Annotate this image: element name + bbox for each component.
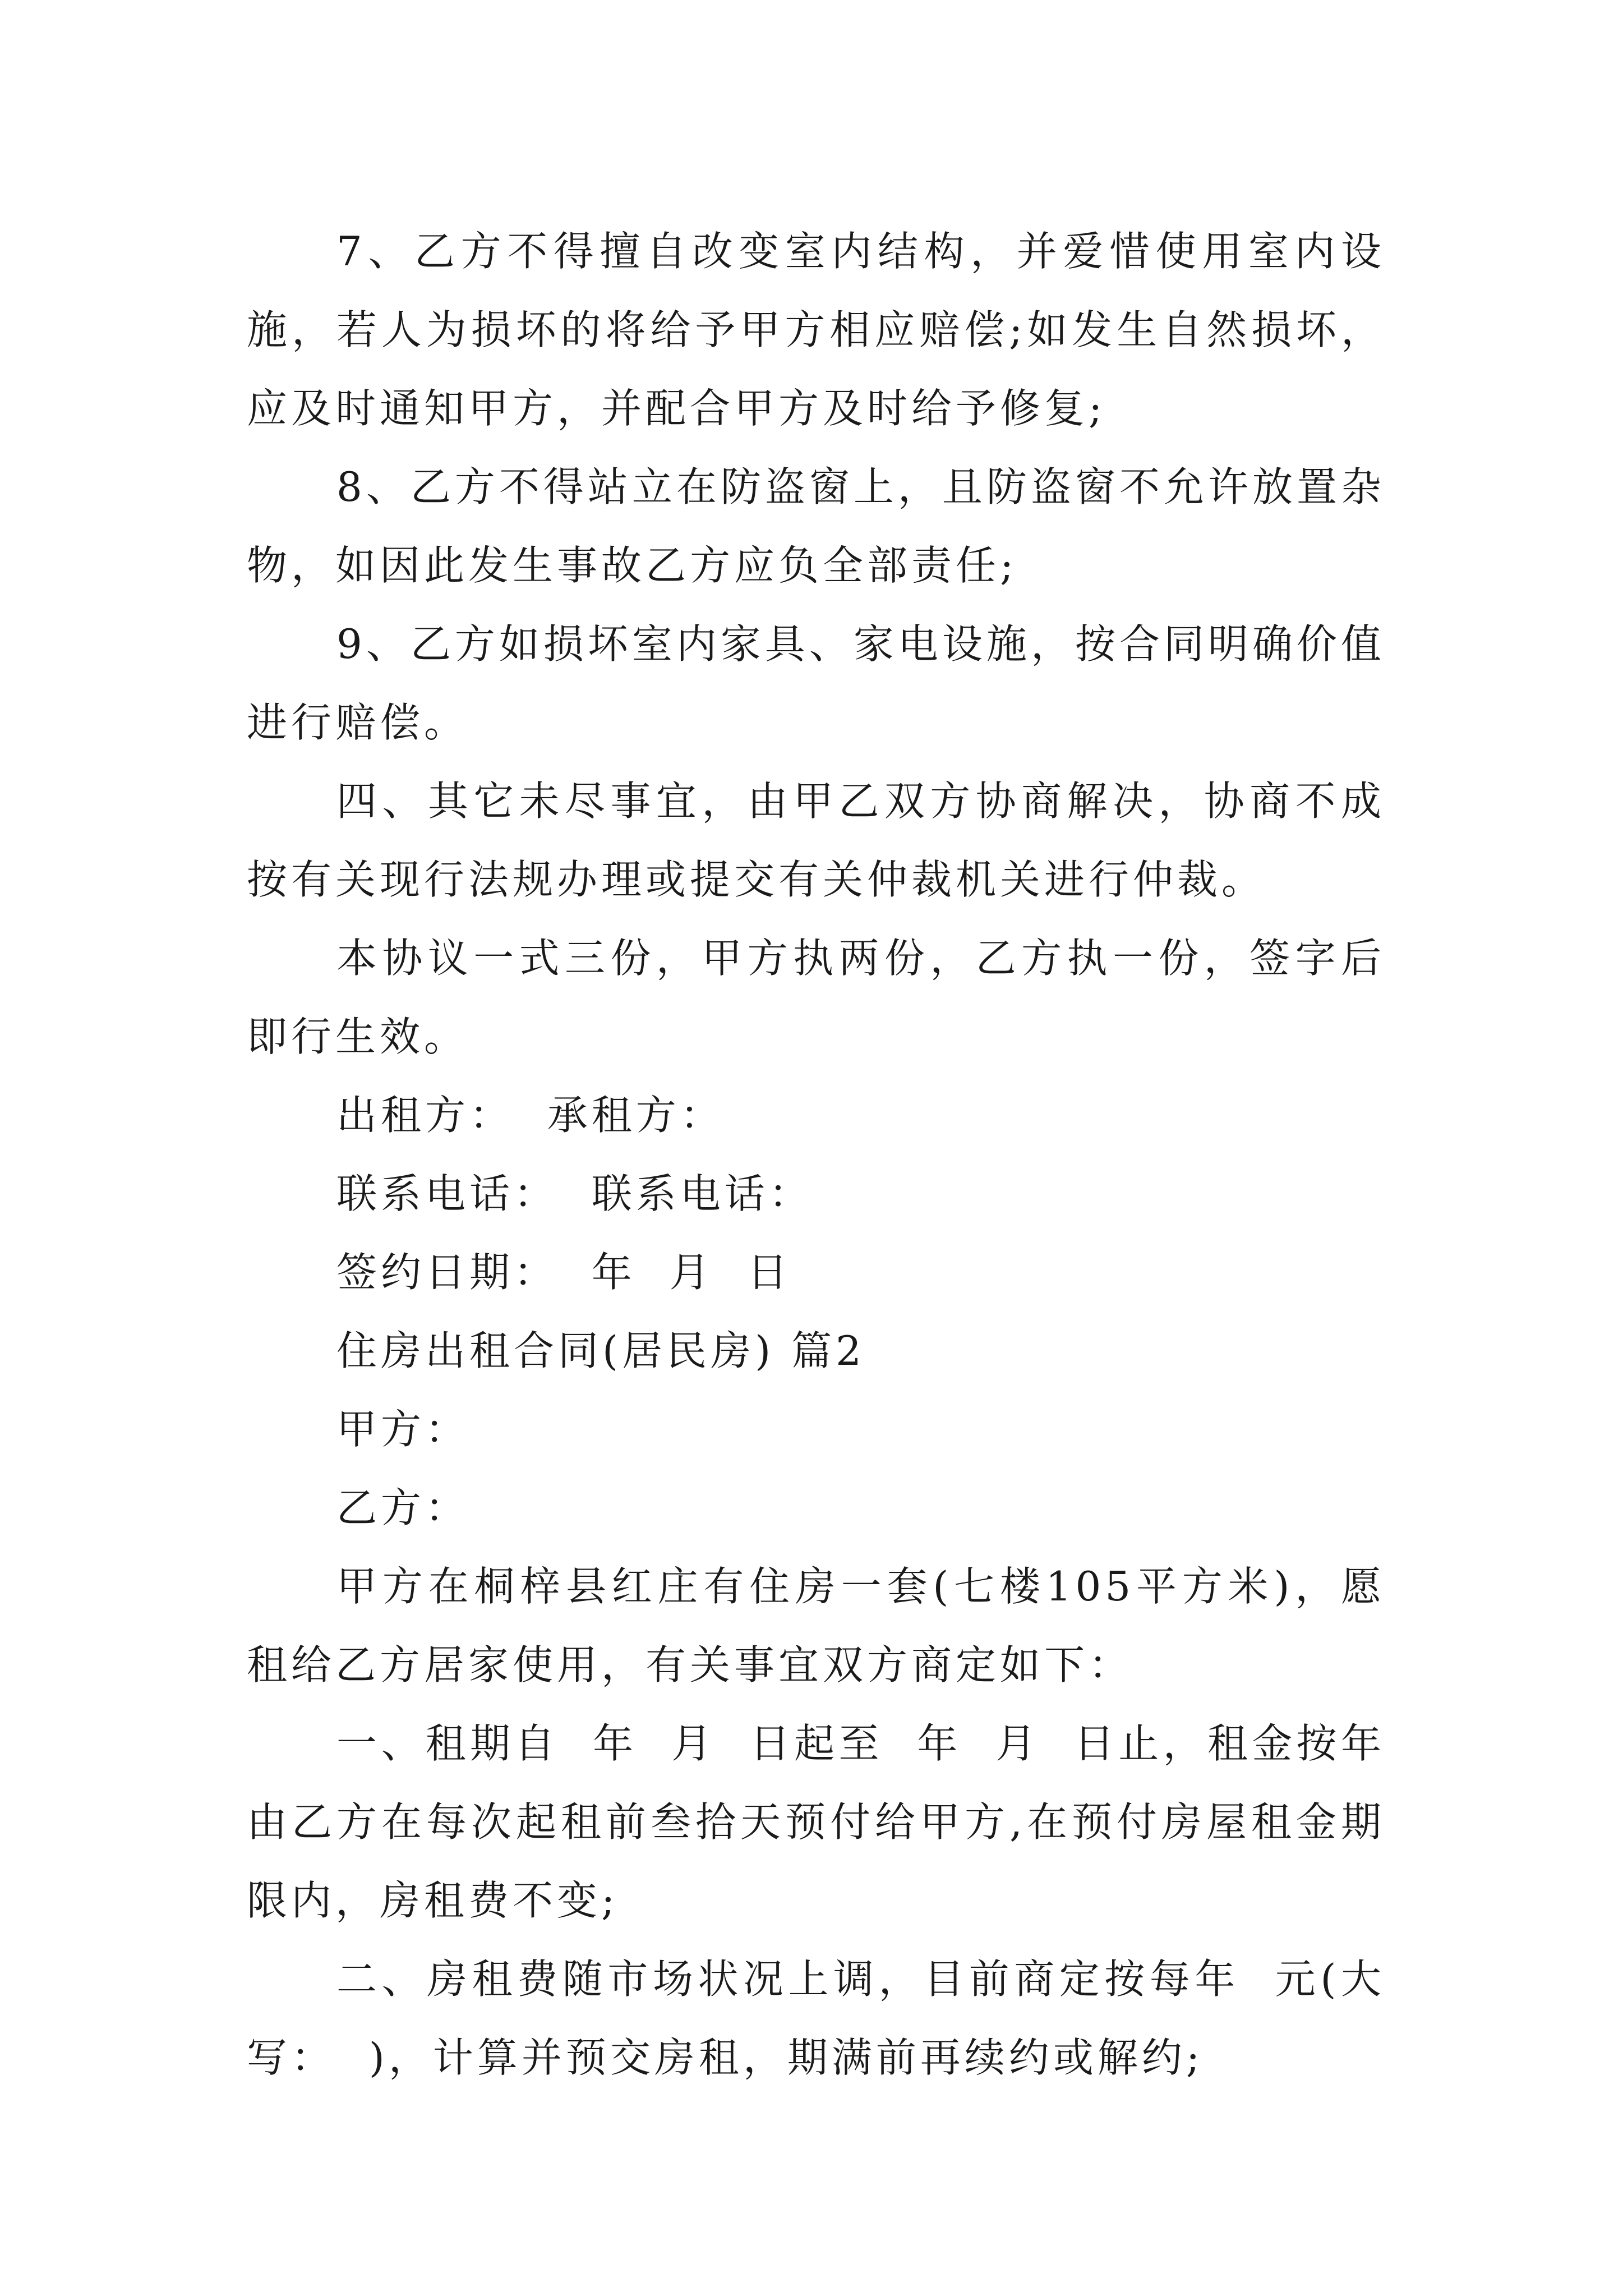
line-party-a: 甲方： [336, 1406, 470, 1453]
paragraph-section-4: 四、其它未尽事宜，由甲乙双方协商解决，协商不成按有关现行法规办理或提交有关仲裁机关进行仲裁。 [247, 777, 1385, 903]
document-body [247, 212, 1385, 2097]
paragraph-clause-7: 7、乙方不得擅自改变室内结构，并爱惜使用室内设施，若人为损坏的将给予甲方相应赔偿;如发生自然损坏，应及时通知甲方，并配合甲方及时给予修复; [247, 228, 1385, 432]
paragraph-term-2: 二、房租费随市场状况上调，目前商定按每年 元(大写： )，计算并预交房租，期满前再续约或解约; [247, 1955, 1385, 2081]
paragraph-copies: 本协议一式三份，甲方执两份，乙方执一份，签字后即行生效。 [247, 935, 1385, 1060]
section-title-contract-2: 住房出租合同(居民房) 篇2 [336, 1327, 865, 1374]
line-contact-phone: 联系电话： 联系电话： [336, 1170, 813, 1217]
paragraph-property-intro: 甲方在桐梓县红庄有住房一套(七楼105平方米)，愿租给乙方居家使用，有关事宜双方商定如下： [247, 1563, 1385, 1688]
paragraph-clause-8: 8、乙方不得站立在防盗窗上，且防盗窗不允许放置杂物，如因此发生事故乙方应负全部责任; [247, 463, 1385, 589]
paragraph-clause-9: 9、乙方如损坏室内家具、家电设施，按合同明确价值进行赔偿。 [247, 620, 1385, 746]
line-lessor-lessee: 出租方： 承租方： [336, 1092, 725, 1139]
line-sign-date: 签约日期： 年 月 日 [336, 1249, 792, 1296]
paragraph-term-1: 一、租期自 年 月 日起至 年 月 日止，租金按年由乙方在每次起租前叁拾天预付给甲方,在预付房屋租金期限内，房租费不变; [247, 1720, 1385, 1924]
line-party-b: 乙方： [336, 1484, 470, 1531]
